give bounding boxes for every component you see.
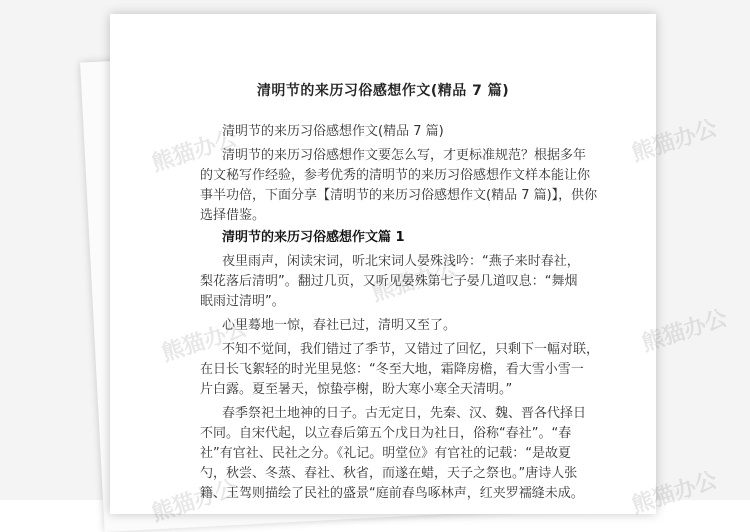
paragraph-line: 不知不觉间，我们错过了季节，又错过了回忆，只剩下一幅对联， bbox=[222, 342, 600, 357]
intro-line: 选择借鉴。 bbox=[200, 208, 266, 223]
paragraph-line: 春季祭祀土地神的日子。古无定日，先秦、汉、魏、晋各代择日 bbox=[222, 406, 587, 421]
watermark: 熊猫办公 bbox=[158, 315, 251, 367]
section-heading: 清明节的来历习俗感想作文篇 1 bbox=[222, 230, 405, 245]
paragraph-line: 社”有官社、民社之分。《礼记。明堂位》有官社的记载：“是故夏 bbox=[200, 446, 571, 461]
paragraph-line: 勺，秋尝、冬蒸、春社、秋省，而遂在蜡，天子之祭也。”唐诗人张 bbox=[200, 466, 578, 481]
paragraph-line: 籍、王驾则描绘了民社的盛景“庭前春鸟啄林声，红夹罗襦缝未成。 bbox=[200, 486, 584, 501]
watermark: 熊猫办公 bbox=[628, 467, 721, 519]
intro-line: 的文秘写作经验，参考优秀的清明节的来历习俗感想作文样本能让你 bbox=[200, 168, 591, 183]
paragraph-line: 夜里雨声，闲读宋词，听北宋词人晏殊浅吟：“燕子来时春社， bbox=[222, 254, 580, 269]
intro-line: 清明节的来历习俗感想作文要怎么写，才更标准规范？根据多年 bbox=[222, 148, 587, 163]
watermark: 熊猫办公 bbox=[628, 115, 721, 167]
paragraph-line: 眠雨过清明”。 bbox=[200, 294, 285, 309]
paragraph-line: 不同。自宋代起，以立春后第五个戊日为社日，俗称“春社”。“春 bbox=[200, 426, 572, 441]
watermark: 熊猫办公 bbox=[148, 475, 241, 527]
document-subtitle: 清明节的来历习俗感想作文(精品 7 篇) bbox=[222, 124, 444, 139]
paragraph-line: 心里蓦地一惊，春社已过，清明又至了。 bbox=[222, 318, 457, 333]
watermark: 熊猫办公 bbox=[148, 125, 241, 177]
paragraph-line: 梨花落后清明”。翻过几页，又听见晏殊第七子晏几道叹息：“舞烟 bbox=[200, 274, 578, 289]
paragraph-line: 在日长飞絮轻的时光里晃悠：“冬至大地，霜降房檐，看大雪小雪一 bbox=[200, 362, 584, 377]
watermark: 熊猫办公 bbox=[638, 305, 731, 357]
paragraph-line: 片白露。夏至暑天，惊蛰亭榭，盼大寒小寒全天清明。” bbox=[200, 382, 513, 397]
intro-line: 事半功倍，下面分享【清明节的来历习俗感想作文(精品 7 篇)】，供你 bbox=[200, 188, 598, 203]
watermark: 熊猫办公 bbox=[368, 255, 461, 307]
document-title: 清明节的来历习俗感想作文(精品 7 篇) bbox=[256, 83, 510, 99]
